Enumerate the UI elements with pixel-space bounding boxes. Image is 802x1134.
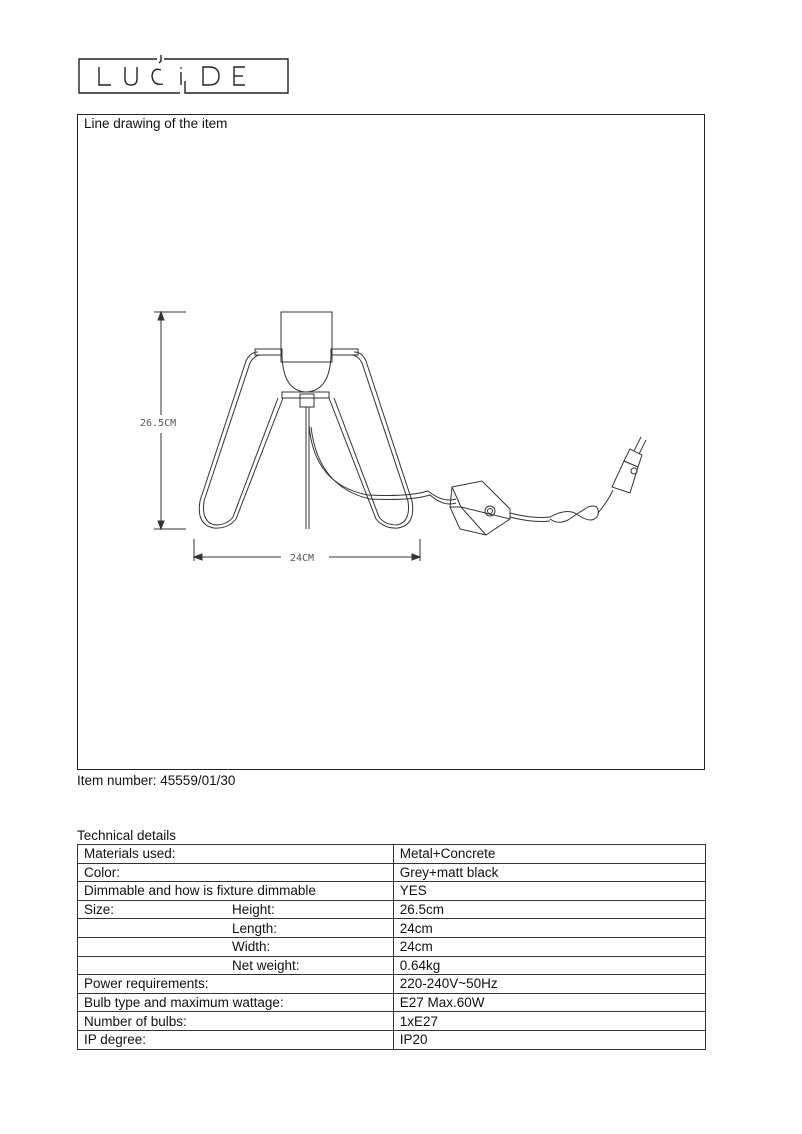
spec-label: Number of bulbs: [78,1012,394,1031]
spec-value: 24cm [393,919,705,938]
spec-value: 220-240V~50Hz [393,975,705,994]
spec-row-dimmable [78,882,706,901]
lucide-logo [77,55,289,95]
spec-value: 26.5cm [393,900,705,919]
line-drawing-panel [77,114,705,770]
lucide-logo-graphic [77,55,289,95]
lamp-line-drawing [78,115,706,771]
width-dimension: 24CM [290,553,315,564]
spec-row-size-length [78,919,706,938]
spec-row-ip-degree [78,1030,706,1049]
spec-value: Metal+Concrete [393,845,705,864]
spec-label [78,919,394,938]
spec-value: 0.64kg [393,956,705,975]
spec-label: Dimmable and how is fixture dimmable [78,882,394,901]
technical-details-title: Technical details [77,828,177,843]
spec-value: YES [393,882,705,901]
technical-details-table [77,844,706,1050]
spec-label [78,956,394,975]
spec-sub-label: Height: [232,902,275,918]
spec-label: Power requirements: [78,975,394,994]
drawing-title: Line drawing of the item [84,116,228,131]
spec-value: 24cm [393,937,705,956]
spec-row-bulb-type [78,993,706,1012]
spec-value: IP20 [393,1030,705,1049]
spec-row-size-height [78,900,706,919]
spec-value: Grey+matt black [393,863,705,882]
spec-label [78,900,394,919]
spec-sub-label: Net weight: [232,957,300,973]
spec-row-size-width [78,937,706,956]
spec-label: IP degree: [78,1030,394,1049]
spec-label: Color: [78,863,394,882]
spec-value: E27 Max.60W [393,993,705,1012]
spec-sub-label: Length: [232,920,278,936]
spec-label: Materials used: [78,845,394,864]
spec-group-label: Size: [84,902,115,918]
spec-label [78,937,394,956]
spec-row-power [78,975,706,994]
spec-label: Bulb type and maximum wattage: [78,993,394,1012]
spec-row-bulb-count [78,1012,706,1031]
spec-sub-label: Width: [232,939,271,955]
height-dimension: 26.5CM [140,418,177,429]
spec-value: 1xE27 [393,1012,705,1031]
spec-row-net-weight [78,956,706,975]
item-number: Item number: 45559/01/30 [77,773,236,788]
spec-row-materials [78,845,706,864]
spec-row-color [78,863,706,882]
